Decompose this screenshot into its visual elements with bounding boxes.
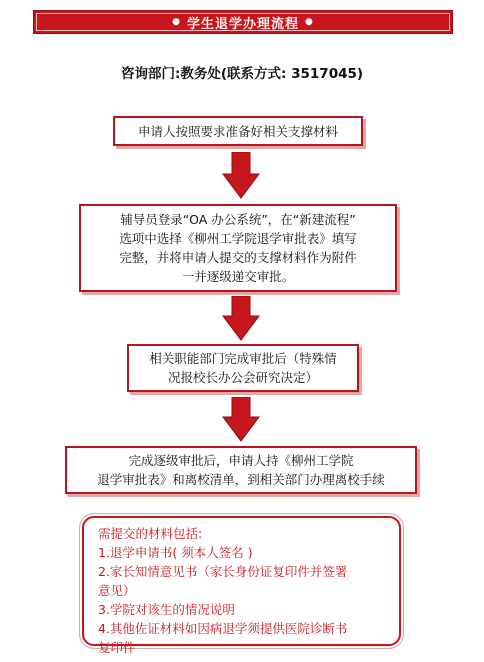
page-title: 学生退学办理流程 bbox=[186, 16, 299, 32]
contact-info: 咨询部门:教务处(联系方式: 3517045) bbox=[120, 66, 364, 82]
requirement-item: 意见） bbox=[98, 583, 136, 598]
requirement-item: 2.家长知情意见书（家长身份证复印件并签署 bbox=[98, 564, 348, 579]
step-1-line: 申请人按照要求准备好相关支撑材料 bbox=[137, 123, 338, 139]
step-2-line: 辅导员登录“OA 办公系统”，在“新建流程” bbox=[120, 212, 356, 227]
requirement-item: 4.其他佐证材料如因病退学须提供医院诊断书 bbox=[98, 621, 348, 636]
step-2-line: 一并逐级递交审批。 bbox=[181, 269, 295, 284]
step-3-line: 相关职能部门完成审批后（特殊情 bbox=[149, 351, 337, 366]
requirements-box bbox=[82, 516, 401, 655]
down-arrow-icon bbox=[221, 152, 261, 200]
title-banner bbox=[33, 10, 453, 34]
bullet-icon: ● bbox=[172, 17, 181, 27]
bullet-icon: ● bbox=[305, 17, 314, 27]
flow-step-2 bbox=[79, 204, 397, 292]
requirement-item: 复印件 bbox=[98, 640, 136, 655]
flow-step-3 bbox=[127, 344, 359, 392]
flow-step-1 bbox=[113, 116, 363, 146]
down-arrow-icon bbox=[221, 397, 261, 443]
step-2-line: 选项中选择《柳州工学院退学审批表》填写 bbox=[119, 231, 357, 246]
down-arrow-icon bbox=[221, 296, 261, 342]
flow-step-4 bbox=[65, 446, 417, 494]
step-4-line: 退学审批表》和离校清单，到相关部门办理离校手续 bbox=[97, 472, 385, 487]
requirements-heading: 需提交的材料包括: bbox=[98, 526, 203, 541]
requirement-item: 3.学院对该生的情况说明 bbox=[98, 602, 235, 617]
requirement-item: 1.退学申请书( 须本人签名 ) bbox=[98, 545, 253, 560]
step-3-line: 况报校长办公会研究决定） bbox=[167, 370, 318, 385]
step-2-line: 完整，并将申请人提交的支撑材料作为附件 bbox=[119, 250, 357, 265]
step-4-line: 完成逐级审批后，申请人持《柳州工学院 bbox=[128, 453, 354, 468]
